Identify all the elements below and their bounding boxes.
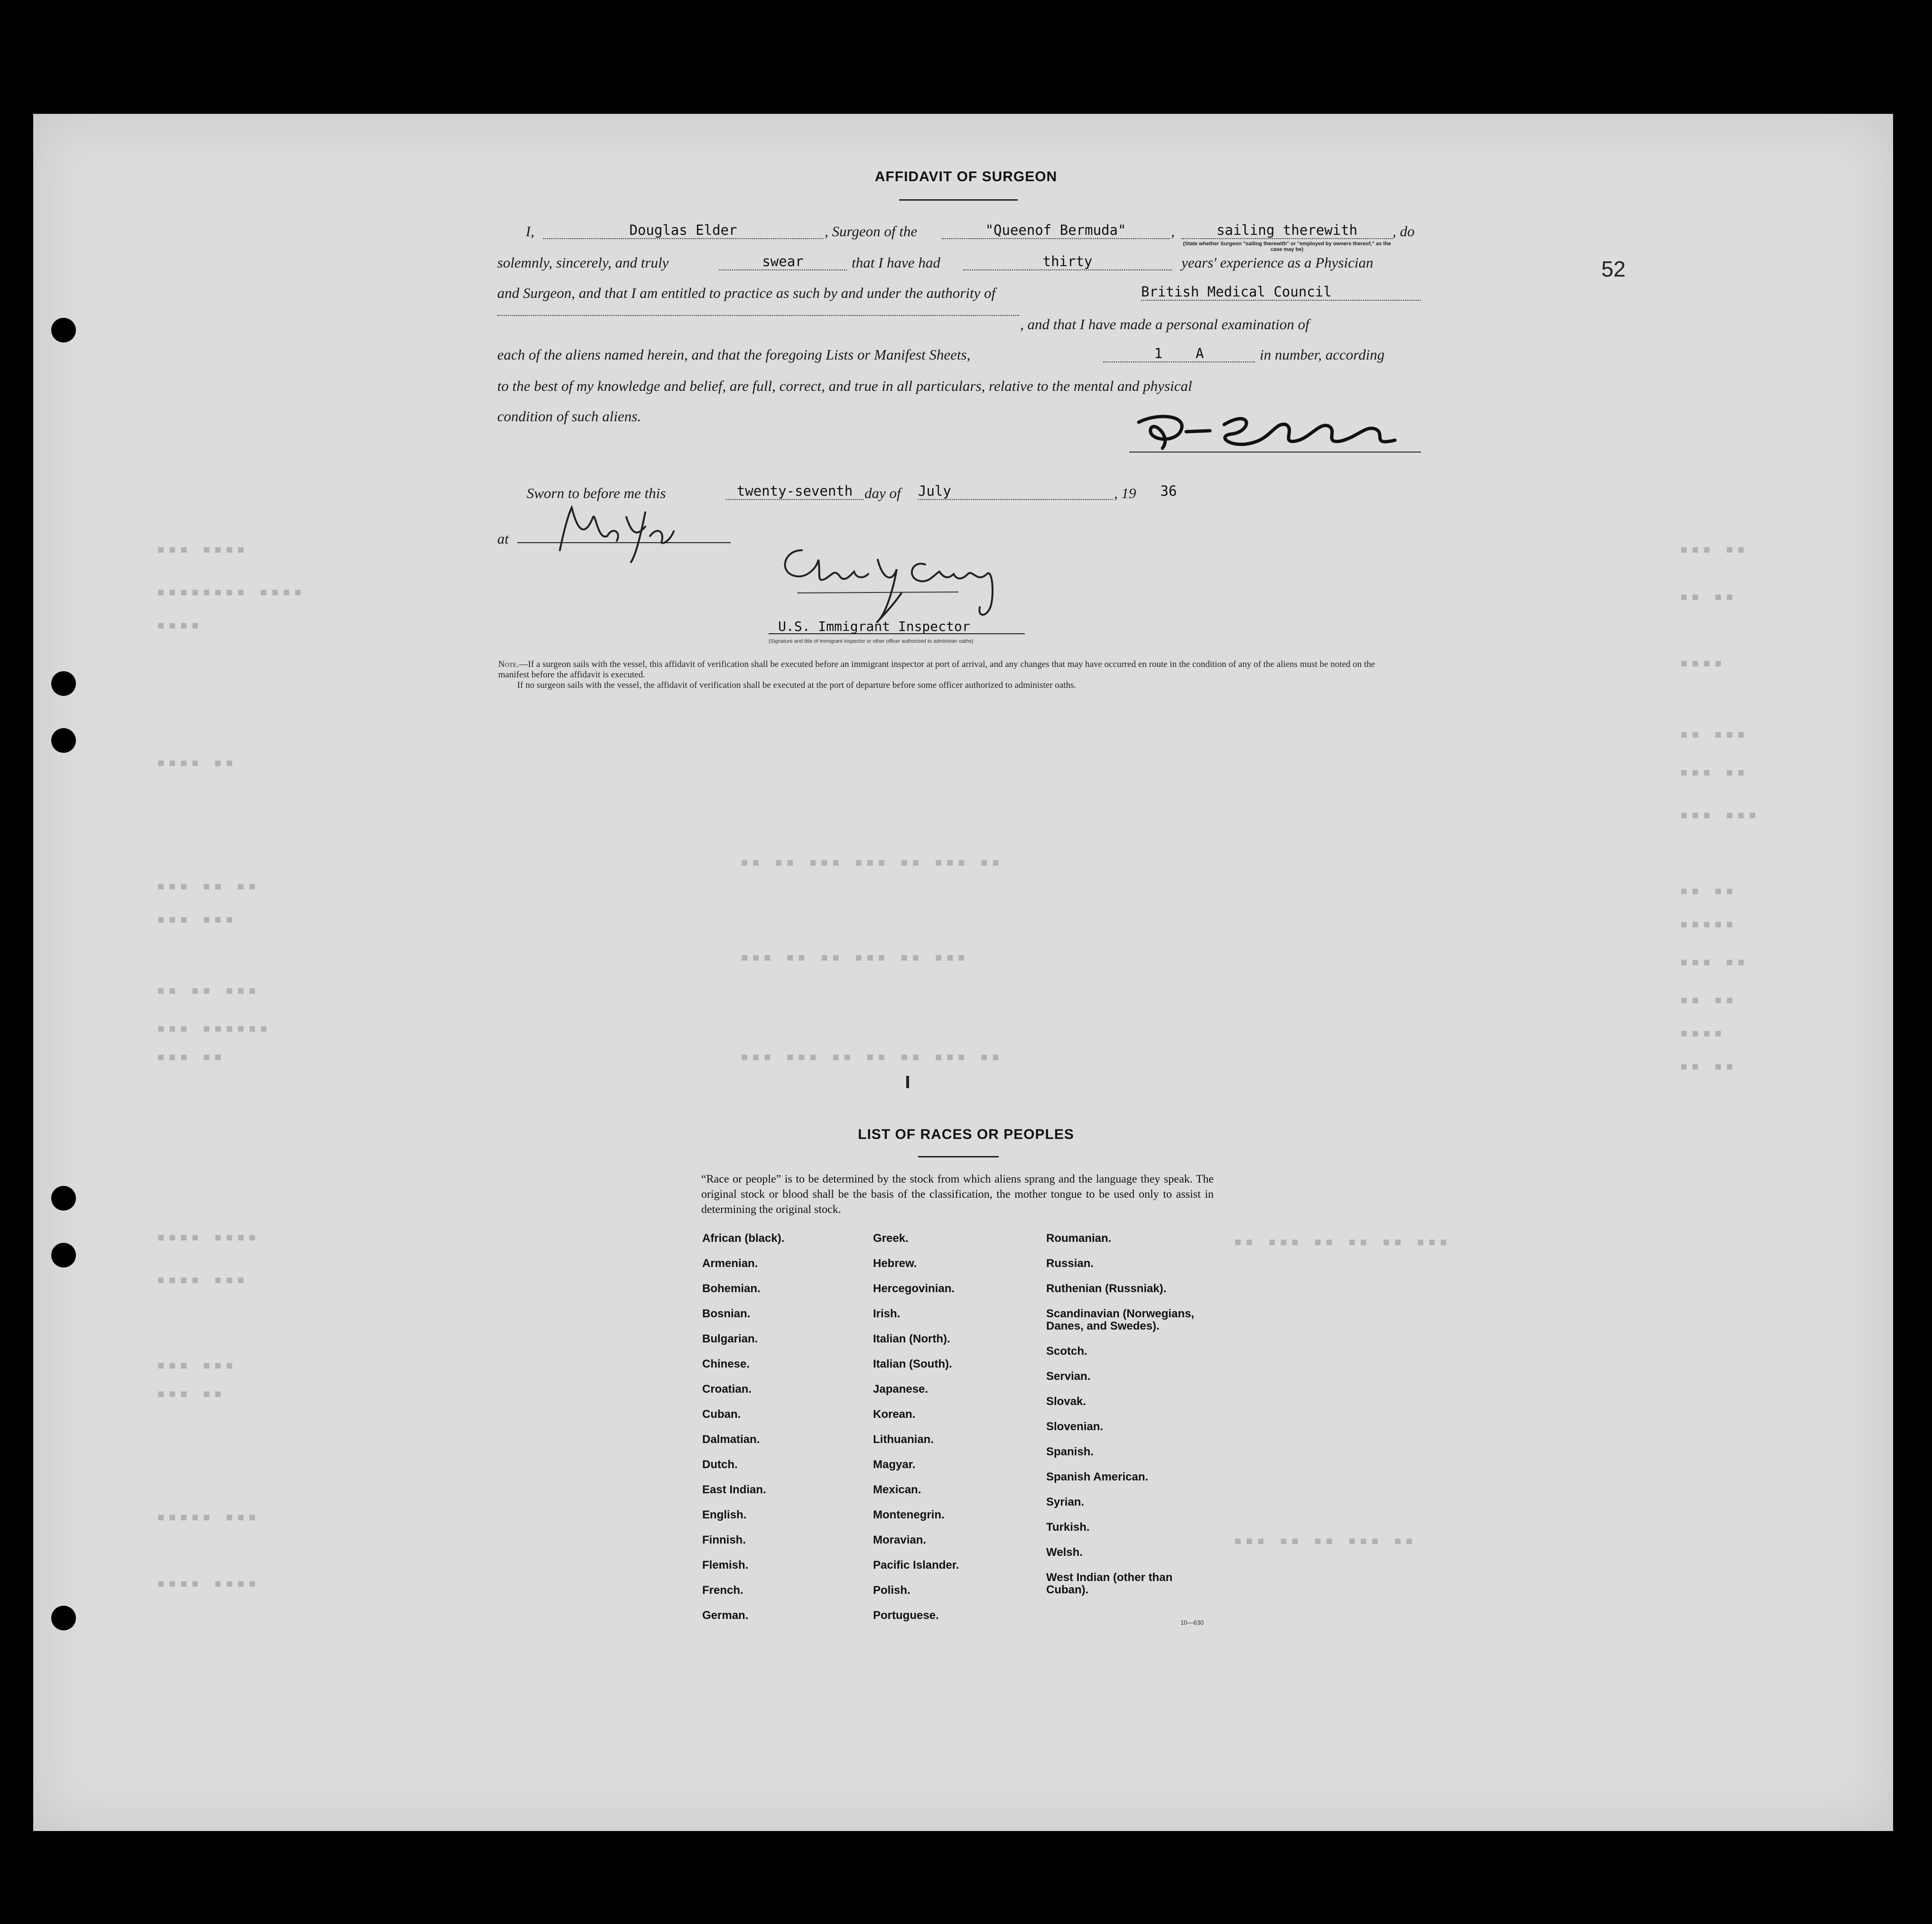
race-item: Danes, and Swedes).: [1046, 1320, 1160, 1332]
races-title: LIST OF RACES OR PEOPLES: [858, 1127, 1074, 1142]
text-years-experience: years' experience as a Physician: [1181, 254, 1374, 271]
race-item: Servian.: [1046, 1370, 1091, 1383]
race-item: Hercegovinian.: [873, 1282, 955, 1295]
race-item: Lithuanian.: [873, 1433, 934, 1446]
race-item: Korean.: [873, 1408, 916, 1421]
affidavit-note: [498, 659, 1376, 691]
race-item: Scotch.: [1046, 1345, 1087, 1358]
text-surgeon-of-the: , Surgeon of the: [825, 223, 918, 240]
race-item: Dutch.: [702, 1458, 738, 1471]
race-item: Armenian.: [702, 1257, 758, 1270]
race-item: Finnish.: [702, 1534, 746, 1546]
form-code: 10—630: [1180, 1619, 1204, 1626]
note-label: Note.: [498, 659, 519, 669]
binder-hole: [51, 318, 76, 342]
race-item: Syrian.: [1046, 1496, 1085, 1508]
races-column-3: [1046, 1232, 1194, 1609]
surgeon-signature-line: [1129, 452, 1421, 453]
races-title-underline: [918, 1156, 999, 1157]
text-and-surgeon: and Surgeon, and that I am entitled to practice as such by and under the authority of: [497, 285, 996, 301]
authority-continued-field[interactable]: [497, 315, 1019, 316]
race-item: Italian (North).: [873, 1332, 950, 1345]
text-solemnly: solemnly, sincerely, and truly: [497, 254, 669, 271]
race-item: Spanish.: [1046, 1445, 1094, 1458]
race-item: Greek.: [873, 1232, 909, 1245]
manifest-page: [33, 114, 1893, 1831]
text-each-alien: each of the aliens named herein, and that the foregoing Lists or Manifest Sheets,: [497, 346, 971, 363]
race-item: French.: [702, 1584, 743, 1597]
text-i: I,: [526, 223, 535, 240]
race-item: Roumanian.: [1046, 1232, 1112, 1245]
race-item: Italian (South).: [873, 1358, 952, 1370]
race-item: Irish.: [873, 1307, 901, 1320]
page-number: 52: [1601, 257, 1626, 281]
race-item: Croatian.: [702, 1383, 752, 1396]
race-item: Slovak.: [1046, 1395, 1087, 1408]
sailing-status-note: (State whether Surgeon "sailing therewith" or "employed by owners thereof," as the case may be): [1183, 241, 1391, 252]
race-item: Magyar.: [873, 1458, 916, 1471]
race-item: Russian.: [1046, 1257, 1094, 1270]
comma: ,: [1171, 223, 1175, 240]
years-field[interactable]: thirty: [963, 253, 1172, 270]
binder-hole: [51, 1243, 76, 1267]
race-item: Spanish American.: [1046, 1471, 1149, 1483]
vessel-name-field[interactable]: "Queenof Bermuda": [942, 222, 1170, 239]
inspector-signature: [769, 531, 1015, 626]
race-item: West Indian (other than: [1046, 1571, 1173, 1584]
sheets-count: 1: [1154, 345, 1163, 361]
binder-hole: [51, 1186, 76, 1211]
binder-hole: [51, 728, 76, 753]
text-condition: condition of such aliens.: [497, 408, 641, 425]
race-item: Bohemian.: [702, 1282, 761, 1295]
text-best-knowledge: to the best of my knowledge and belief, are full, correct, and true in all particulars, relative to the mental and physical: [497, 378, 1192, 394]
signature-caption: (Signature and title of immigrant inspector or other officer authorized to administer oaths): [769, 638, 974, 644]
race-item: Bulgarian.: [702, 1332, 758, 1345]
race-item: Portuguese.: [873, 1609, 939, 1622]
surgeon-signature: [1129, 403, 1423, 455]
race-item: Cuban.: [702, 1408, 741, 1421]
note-line-2: If no surgeon sails with the vessel, the affidavit of verification shall be executed at the port of departure before some officer authorized to administer oaths.: [517, 680, 1077, 690]
race-item: Ruthenian (Russniak).: [1046, 1282, 1167, 1295]
binder-hole: [51, 671, 76, 696]
race-item: Cuban).: [1046, 1583, 1089, 1596]
sheets-field[interactable]: [1103, 345, 1255, 362]
race-item: Mexican.: [873, 1483, 921, 1496]
text-personal-exam: , and that I have made a personal examination of: [1020, 316, 1310, 333]
text-in-number: in number, according: [1260, 346, 1385, 363]
binder-hole: [51, 1606, 76, 1630]
race-item: Flemish.: [702, 1559, 749, 1572]
race-item: Dalmatian.: [702, 1433, 760, 1446]
small-mark: [906, 1076, 909, 1088]
sworn-day-field[interactable]: twenty-seventh: [726, 483, 864, 500]
race-item: Pacific Islander.: [873, 1559, 959, 1572]
race-item: Japanese.: [873, 1383, 929, 1396]
surgeon-name-field[interactable]: Douglas Elder: [543, 222, 823, 239]
sailing-status-field[interactable]: sailing therewith: [1181, 222, 1393, 239]
text-do: , do: [1393, 223, 1415, 240]
note-text-1: —If a surgeon sails with the vessel, this affidavit of verification shall be executed before an immigrant inspector at port of arrival, and any changes that may have occurred en route in the condition of any of the aliens must be noted on the manifest before the affidavit is executed.: [498, 659, 1375, 680]
place-handwriting: [550, 498, 693, 564]
race-item: African (black).: [702, 1232, 785, 1245]
text-year-prefix: , 19: [1114, 485, 1136, 501]
race-item: English.: [702, 1508, 747, 1521]
inspector-title: U.S. Immigrant Inspector: [778, 619, 970, 634]
text-sworn: Sworn to before me this: [527, 485, 666, 501]
affidavit-title: AFFIDAVIT OF SURGEON: [874, 169, 1058, 185]
race-item: Bosnian.: [702, 1307, 751, 1320]
sworn-year-field[interactable]: 36: [1160, 483, 1177, 499]
race-item: Polish.: [873, 1584, 910, 1597]
note-line-1: [498, 659, 1376, 680]
races-column-2: [873, 1232, 959, 1635]
races-column-1: [702, 1232, 784, 1635]
race-item: Scandinavian (Norwegians,: [1046, 1307, 1195, 1320]
sheets-letter: A: [1195, 345, 1204, 361]
title-underline: [899, 199, 1018, 201]
races-intro: “Race or people” is to be determined by the stock from which aliens sprang and the language they speak. The original stock or blood shall be the basis of the classification, the mother tongue to be used only to assist in determining the original stock.: [701, 1173, 1214, 1216]
oath-type-field[interactable]: swear: [719, 253, 847, 270]
race-item: German.: [702, 1609, 749, 1622]
race-item: Welsh.: [1046, 1546, 1083, 1559]
race-item: Turkish.: [1046, 1521, 1090, 1534]
text-day-of: day of: [864, 485, 901, 501]
race-item: Montenegrin.: [873, 1508, 945, 1521]
race-item: Hebrew.: [873, 1257, 917, 1270]
authority-field[interactable]: British Medical Council: [1141, 284, 1421, 301]
race-item: Chinese.: [702, 1358, 750, 1370]
text-at: at: [497, 530, 509, 547]
text-that-i-have-had: that I have had: [852, 254, 940, 271]
sworn-month-field[interactable]: July: [918, 483, 1113, 500]
race-item: Moravian.: [873, 1534, 927, 1546]
race-item: East Indian.: [702, 1483, 766, 1496]
race-item: Slovenian.: [1046, 1420, 1104, 1433]
